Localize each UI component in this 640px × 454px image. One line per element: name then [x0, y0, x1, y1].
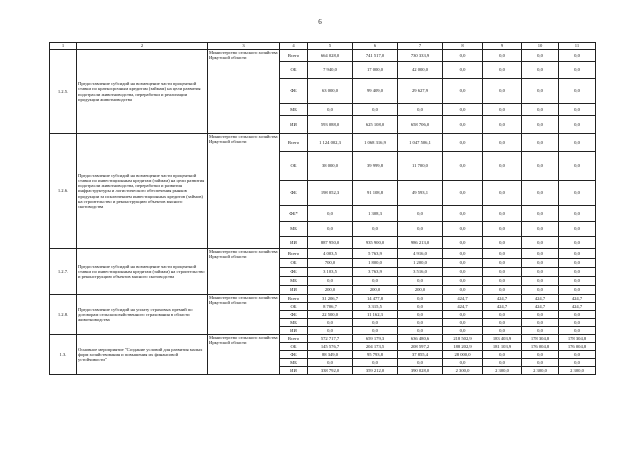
- value-cell: 0,0: [559, 222, 596, 237]
- value-cell: 0,0: [353, 277, 398, 286]
- value-cell: 0,0: [483, 206, 522, 222]
- value-cell: 3 763,9: [353, 268, 398, 277]
- value-cell: 0,0: [559, 311, 596, 319]
- value-cell: 95 793,8: [353, 351, 398, 359]
- value-cell: 176 004,8: [522, 343, 559, 351]
- value-cell: 0,0: [443, 311, 483, 319]
- value-cell: 424,7: [559, 303, 596, 311]
- value-cell: 0,0: [522, 351, 559, 359]
- value-cell: 0,0: [398, 359, 443, 367]
- value-cell: 2 300,0: [522, 367, 559, 375]
- value-cell: 31 206,7: [308, 295, 353, 303]
- value-cell: 0,0: [398, 311, 443, 319]
- value-cell: 593 088,0: [308, 116, 353, 134]
- value-cell: 88 349,0: [308, 351, 353, 359]
- item-code: 1.2.8.: [50, 295, 77, 335]
- value-cell: 0,0: [522, 79, 559, 104]
- item-executor: Министерство сельского хозяйства Иркутской области: [208, 249, 280, 295]
- funding-source: ИИ: [280, 367, 308, 375]
- value-cell: 63 000,0: [308, 79, 353, 104]
- funding-source: ИИ: [280, 327, 308, 335]
- value-cell: 22 500,0: [308, 311, 353, 319]
- funding-source: Всего: [280, 335, 308, 343]
- value-cell: 0,0: [353, 359, 398, 367]
- value-cell: 0,0: [443, 222, 483, 237]
- value-cell: 0,0: [483, 359, 522, 367]
- funding-source: ОБ: [280, 259, 308, 268]
- value-cell: 0,0: [559, 134, 596, 152]
- header-cell: 1: [50, 43, 77, 50]
- value-cell: 99 409,0: [353, 79, 398, 104]
- funding-source: ОБ: [280, 62, 308, 79]
- value-cell: 0,0: [522, 277, 559, 286]
- value-cell: 0,0: [483, 116, 522, 134]
- value-cell: 0,0: [483, 79, 522, 104]
- value-cell: 5 763,9: [353, 249, 398, 259]
- value-cell: 0,0: [483, 286, 522, 295]
- value-cell: 0,0: [443, 359, 483, 367]
- value-cell: 0,0: [522, 359, 559, 367]
- value-cell: 0,0: [522, 286, 559, 295]
- value-cell: 0,0: [353, 327, 398, 335]
- table-row: [50, 249, 596, 259]
- funding-source: МБ: [280, 277, 308, 286]
- value-cell: 0,0: [522, 249, 559, 259]
- value-cell: 658 706,0: [398, 116, 443, 134]
- item-executor: Министерство сельского хозяйства Иркутской области: [208, 295, 280, 335]
- value-cell: 986 213,0: [398, 237, 443, 249]
- value-cell: 0,0: [398, 222, 443, 237]
- value-cell: 0,0: [522, 311, 559, 319]
- value-cell: 0,0: [308, 206, 353, 222]
- header-row: [50, 43, 596, 50]
- value-cell: 0,0: [398, 327, 443, 335]
- value-cell: 0,0: [559, 249, 596, 259]
- header-cell: 4: [280, 43, 308, 50]
- item-name: Основное мероприятие "Создание условий для развития малых форм хозяйствования и повышения их финансовой устойчивости": [77, 335, 208, 375]
- value-cell: 2 300,0: [443, 367, 483, 375]
- value-cell: 11 162,3: [353, 311, 398, 319]
- value-cell: 3 516,0: [398, 268, 443, 277]
- value-cell: 0,0: [308, 327, 353, 335]
- value-cell: 0,0: [522, 50, 559, 62]
- funding-source: ФБ: [280, 311, 308, 319]
- value-cell: 178 304,8: [522, 335, 559, 343]
- value-cell: 390 028,0: [398, 367, 443, 375]
- funding-source: МБ: [280, 359, 308, 367]
- value-cell: 0,0: [559, 359, 596, 367]
- value-cell: 0,0: [443, 268, 483, 277]
- funding-source: ИИ: [280, 286, 308, 295]
- value-cell: 0,0: [308, 359, 353, 367]
- value-cell: 887 950,0: [308, 237, 353, 249]
- value-cell: 0,0: [398, 104, 443, 116]
- value-cell: 572 717,7: [308, 335, 353, 343]
- header-cell: 8: [443, 43, 483, 50]
- value-cell: 0,0: [443, 50, 483, 62]
- value-cell: 0,0: [308, 277, 353, 286]
- value-cell: 0,0: [443, 152, 483, 181]
- value-cell: 200,0: [398, 286, 443, 295]
- item-code: 1.3.: [50, 335, 77, 375]
- value-cell: 0,0: [559, 206, 596, 222]
- value-cell: 0,0: [443, 277, 483, 286]
- value-cell: 0,0: [559, 327, 596, 335]
- table-row: [50, 134, 596, 152]
- value-cell: 0,0: [443, 116, 483, 134]
- value-cell: 0,0: [483, 50, 522, 62]
- header-cell: 6: [353, 43, 398, 50]
- value-cell: 0,0: [522, 237, 559, 249]
- value-cell: 0,0: [483, 134, 522, 152]
- value-cell: 0,0: [522, 259, 559, 268]
- value-cell: 200,0: [308, 286, 353, 295]
- funding-source: МБ: [280, 104, 308, 116]
- value-cell: 0,0: [483, 327, 522, 335]
- value-cell: 1 308,3: [353, 206, 398, 222]
- value-cell: 91 108,8: [353, 181, 398, 206]
- value-cell: 0,0: [443, 327, 483, 335]
- value-cell: 0,0: [398, 277, 443, 286]
- value-cell: 176 004,8: [559, 343, 596, 351]
- value-cell: 0,0: [483, 268, 522, 277]
- value-cell: 178 304,8: [559, 335, 596, 343]
- value-cell: 424,7: [559, 295, 596, 303]
- value-cell: 0,0: [522, 104, 559, 116]
- value-cell: 700,0: [308, 259, 353, 268]
- funding-source: ФБ: [280, 351, 308, 359]
- value-cell: 14 477,8: [353, 295, 398, 303]
- value-cell: 1 124 002,3: [308, 134, 353, 152]
- value-cell: 7 940,0: [308, 62, 353, 79]
- value-cell: 0,0: [559, 116, 596, 134]
- value-cell: 2 300,0: [483, 367, 522, 375]
- value-cell: 0,0: [483, 181, 522, 206]
- value-cell: 0,0: [483, 62, 522, 79]
- header-cell: 7: [398, 43, 443, 50]
- value-cell: 0,0: [483, 311, 522, 319]
- value-cell: 11 700,0: [398, 152, 443, 181]
- value-cell: 636 480,6: [398, 335, 443, 343]
- value-cell: 0,0: [483, 237, 522, 249]
- funding-source: МБ: [280, 222, 308, 237]
- value-cell: 198 052,3: [308, 181, 353, 206]
- funding-source: Всего: [280, 50, 308, 62]
- value-cell: 0,0: [522, 62, 559, 79]
- value-cell: 0,0: [559, 277, 596, 286]
- value-cell: 188 202,9: [443, 343, 483, 351]
- value-cell: 0,0: [522, 222, 559, 237]
- page-number: 6: [318, 18, 322, 26]
- item-name: Предоставление субсидий на уплату страховых премий по договорам сельскохозяйственного страхования в области животноводства: [77, 295, 208, 335]
- value-cell: 0,0: [559, 237, 596, 249]
- value-cell: 0,0: [522, 206, 559, 222]
- value-cell: 0,0: [559, 152, 596, 181]
- value-cell: 424,7: [443, 303, 483, 311]
- value-cell: 0,0: [353, 319, 398, 327]
- value-cell: 208 597,2: [398, 343, 443, 351]
- value-cell: 0,0: [483, 277, 522, 286]
- header-cell: 11: [559, 43, 596, 50]
- value-cell: 200,0: [353, 286, 398, 295]
- value-cell: 1 068 316,9: [353, 134, 398, 152]
- item-executor: Министерство сельского хозяйства Иркутской области: [208, 134, 280, 249]
- funding-source: ФБ: [280, 181, 308, 206]
- item-executor: Министерство сельского хозяйства Иркутской области: [208, 50, 280, 134]
- value-cell: 0,0: [522, 327, 559, 335]
- value-cell: 37 855,4: [398, 351, 443, 359]
- item-name: Предоставление субсидий на возмещение части процентной ставки по краткосрочным кредитам (займам) на цели развития подотрасли животноводства, переработки и реализации продукции животноводства: [77, 50, 208, 134]
- value-cell: 625 108,0: [353, 116, 398, 134]
- value-cell: 204 173,5: [353, 343, 398, 351]
- value-cell: 0,0: [353, 222, 398, 237]
- value-cell: 183 403,9: [483, 335, 522, 343]
- value-cell: 4 003,5: [308, 249, 353, 259]
- value-cell: 0,0: [559, 286, 596, 295]
- value-cell: 0,0: [559, 104, 596, 116]
- value-cell: 338 792,0: [308, 367, 353, 375]
- value-cell: 0,0: [443, 181, 483, 206]
- value-cell: 38 000,0: [308, 152, 353, 181]
- value-cell: 0,0: [483, 104, 522, 116]
- funding-source: Всего: [280, 249, 308, 259]
- value-cell: 0,0: [398, 206, 443, 222]
- value-cell: 0,0: [559, 181, 596, 206]
- value-cell: 0,0: [398, 319, 443, 327]
- value-cell: 0,0: [443, 104, 483, 116]
- value-cell: 0,0: [522, 268, 559, 277]
- value-cell: 0,0: [443, 206, 483, 222]
- value-cell: 730 333,9: [398, 50, 443, 62]
- funding-source: ИИ: [280, 237, 308, 249]
- value-cell: 0,0: [559, 79, 596, 104]
- value-cell: 424,7: [483, 303, 522, 311]
- funding-source: Всего: [280, 134, 308, 152]
- header-cell: 2: [77, 43, 208, 50]
- funding-source: ОБ: [280, 303, 308, 311]
- value-cell: 0,0: [443, 134, 483, 152]
- value-cell: 424,7: [443, 295, 483, 303]
- value-cell: 0,0: [559, 259, 596, 268]
- value-cell: 0,0: [522, 134, 559, 152]
- value-cell: 39 999,8: [353, 152, 398, 181]
- funding-source: ИИ: [280, 116, 308, 134]
- table-row: [50, 50, 596, 62]
- value-cell: 0,0: [559, 319, 596, 327]
- value-cell: 0,0: [443, 62, 483, 79]
- value-cell: 0,0: [308, 222, 353, 237]
- value-cell: 659 179,3: [353, 335, 398, 343]
- funding-source: ФБ*: [280, 206, 308, 222]
- header-cell: 9: [483, 43, 522, 50]
- value-cell: 4 916,0: [398, 249, 443, 259]
- item-executor: Министерство сельского хозяйства Иркутской области: [208, 335, 280, 375]
- value-cell: 145 576,7: [308, 343, 353, 351]
- budget-table: [49, 42, 596, 375]
- item-name: Предоставление субсидий на возмещение части процентной ставки по инвестиционным кредитам (займам) на цели развития подотрасли животноводства, переработки и развития инфраструктуры и логистического обеспечения рынков продукции за исключением инвестиционных кредитов (займов) на строительство и реконструкцию объектов мясного скотоводства: [77, 134, 208, 249]
- value-cell: 0,0: [443, 319, 483, 327]
- funding-source: МБ: [280, 319, 308, 327]
- value-cell: 2 300,0: [559, 367, 596, 375]
- value-cell: 0,0: [559, 268, 596, 277]
- value-cell: 0,0: [522, 181, 559, 206]
- value-cell: 664 028,0: [308, 50, 353, 62]
- header-cell: 5: [308, 43, 353, 50]
- value-cell: 3 103,5: [308, 268, 353, 277]
- funding-source: Всего: [280, 295, 308, 303]
- value-cell: 0,0: [559, 62, 596, 79]
- funding-source: ОБ: [280, 343, 308, 351]
- value-cell: 218 502,9: [443, 335, 483, 343]
- value-cell: 181 103,9: [483, 343, 522, 351]
- value-cell: 424,7: [522, 295, 559, 303]
- value-cell: 17 000,0: [353, 62, 398, 79]
- value-cell: 0,0: [522, 319, 559, 327]
- value-cell: 0,0: [398, 303, 443, 311]
- table-row: [50, 295, 596, 303]
- value-cell: 29 627,9: [398, 79, 443, 104]
- value-cell: 0,0: [483, 152, 522, 181]
- value-cell: 28 000,0: [443, 351, 483, 359]
- value-cell: 359 212,0: [353, 367, 398, 375]
- value-cell: 0,0: [559, 50, 596, 62]
- item-code: 1.2.5.: [50, 50, 77, 134]
- value-cell: 0,0: [443, 237, 483, 249]
- value-cell: 0,0: [443, 259, 483, 268]
- item-name: Предоставление субсидий на возмещение части процентной ставки по инвестиционным кредитам (займам) на строительство и реконструкцию объектов мясного скотоводства: [77, 249, 208, 295]
- value-cell: 1 800,0: [353, 259, 398, 268]
- value-cell: 8 706,7: [308, 303, 353, 311]
- value-cell: 0,0: [398, 295, 443, 303]
- value-cell: 0,0: [483, 319, 522, 327]
- value-cell: 424,7: [483, 295, 522, 303]
- funding-source: ОБ: [280, 152, 308, 181]
- value-cell: 0,0: [483, 351, 522, 359]
- funding-source: ФБ: [280, 268, 308, 277]
- value-cell: 424,7: [522, 303, 559, 311]
- value-cell: 49 593,1: [398, 181, 443, 206]
- value-cell: 0,0: [522, 152, 559, 181]
- value-cell: 3 315,5: [353, 303, 398, 311]
- value-cell: 0,0: [353, 104, 398, 116]
- value-cell: 0,0: [483, 249, 522, 259]
- value-cell: 0,0: [483, 222, 522, 237]
- value-cell: 1 200,0: [398, 259, 443, 268]
- value-cell: 0,0: [308, 104, 353, 116]
- value-cell: 42 000,0: [398, 62, 443, 79]
- value-cell: 741 517,0: [353, 50, 398, 62]
- value-cell: 0,0: [443, 249, 483, 259]
- header-cell: 3: [208, 43, 280, 50]
- value-cell: 0,0: [308, 319, 353, 327]
- item-code: 1.2.6.: [50, 134, 77, 249]
- value-cell: 0,0: [483, 259, 522, 268]
- table-row: [50, 335, 596, 343]
- value-cell: 935 900,0: [353, 237, 398, 249]
- funding-source: ФБ: [280, 79, 308, 104]
- value-cell: 0,0: [559, 351, 596, 359]
- value-cell: 0,0: [443, 286, 483, 295]
- value-cell: 1 047 506,1: [398, 134, 443, 152]
- value-cell: 0,0: [443, 79, 483, 104]
- value-cell: 0,0: [522, 116, 559, 134]
- item-code: 1.2.7.: [50, 249, 77, 295]
- header-cell: 10: [522, 43, 559, 50]
